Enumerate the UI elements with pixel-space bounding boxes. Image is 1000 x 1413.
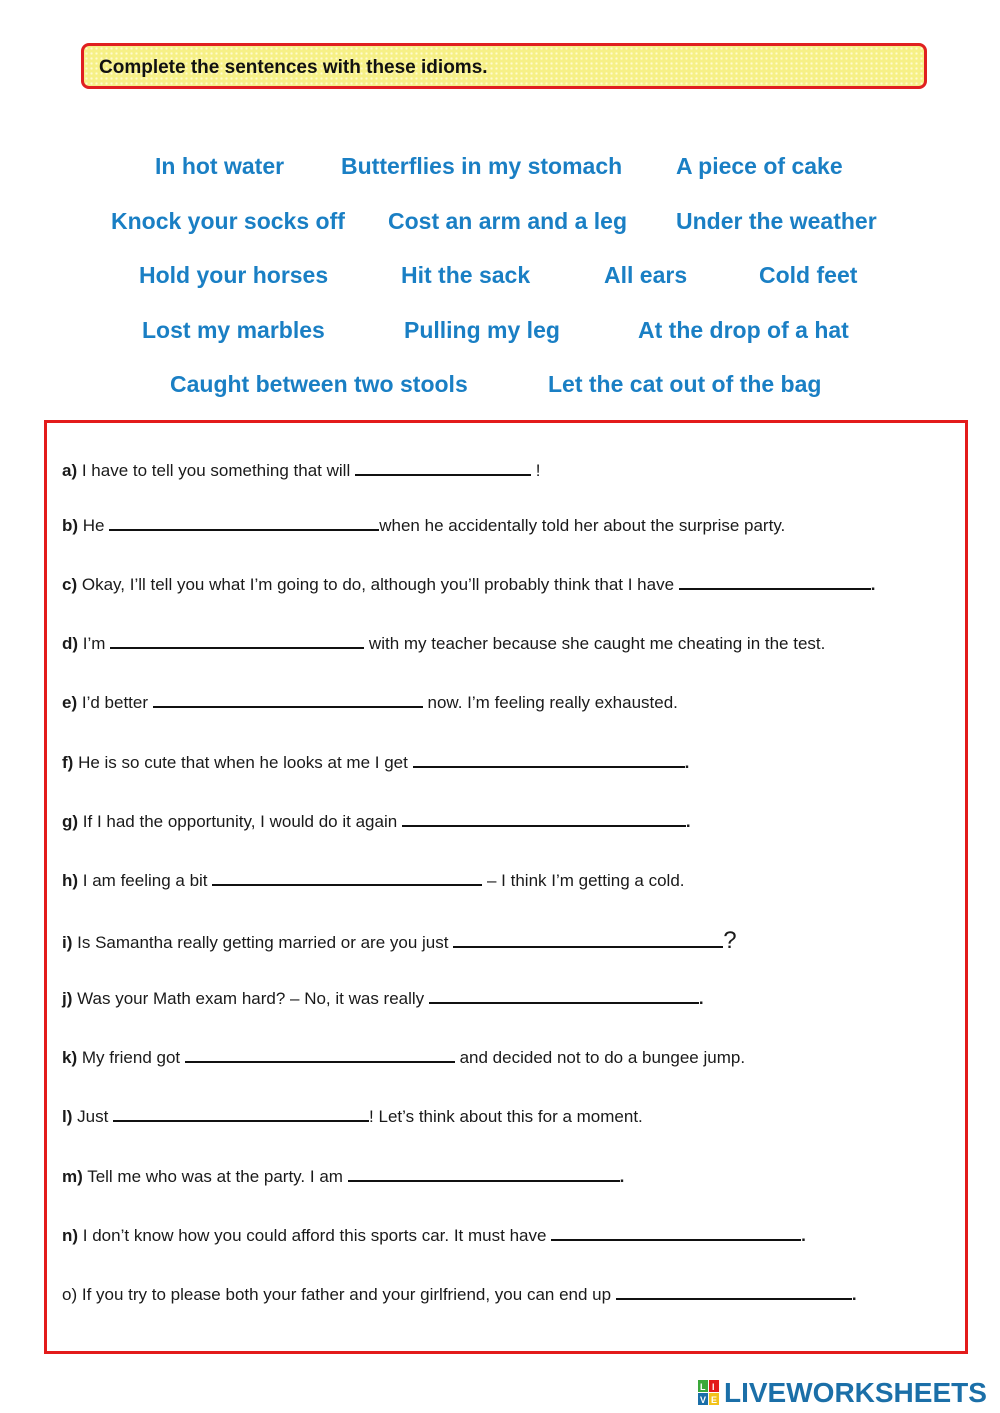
sentence-j — [62, 988, 704, 1009]
answer-blank[interactable] — [153, 692, 423, 708]
sentence-letter: e) — [62, 693, 78, 712]
sentence-i — [62, 927, 737, 955]
sentence-n — [62, 1225, 806, 1246]
idiom-item[interactable]: Let the cat out of the bag — [548, 371, 822, 397]
sentence-letter: o) — [62, 1285, 78, 1304]
sentence-end-mark: . — [801, 1226, 806, 1245]
answer-blank[interactable] — [185, 1047, 455, 1063]
idiom-item[interactable]: In hot water — [155, 153, 285, 179]
sentence-m — [62, 1166, 624, 1187]
exercise-box — [44, 420, 968, 1354]
liveworksheets-logo-icon — [698, 1380, 720, 1406]
sentence-text-after: ! Let’s think about this for a moment. — [369, 1107, 643, 1126]
sentence-end-mark: . — [684, 753, 690, 772]
sentence-letter: b) — [62, 516, 79, 535]
sentence-text-before: Is Samantha really getting married or are you just — [77, 933, 449, 952]
instruction-text: Complete the sentences with these idioms. — [99, 57, 488, 78]
idiom-item[interactable]: Caught between two stools — [170, 371, 468, 397]
sentence-text-after: now. I’m feeling really exhausted. — [427, 693, 678, 712]
idiom-item[interactable]: At the drop of a hat — [638, 317, 849, 343]
sentence-text-before: He is so cute that when he looks at me I get — [78, 753, 408, 772]
answer-blank[interactable] — [616, 1284, 852, 1300]
sentence-text-before: Was your Math exam hard? – No, it was really — [77, 989, 425, 1008]
idiom-item[interactable]: Knock your socks off — [111, 208, 345, 234]
sentence-c — [62, 574, 876, 595]
sentence-letter: d) — [62, 634, 79, 653]
sentence-letter: l) — [62, 1107, 73, 1126]
sentence-letter: f) — [62, 753, 74, 772]
sentence-text-before: If you try to please both your father and your girlfriend, you can end up — [81, 1285, 612, 1304]
sentence-text-before: Tell me who was at the party. I am — [87, 1167, 343, 1186]
sentence-text-after: and decided not to do a bungee jump. — [459, 1048, 746, 1067]
sentence-o — [62, 1284, 857, 1305]
sentence-letter: j) — [62, 989, 73, 1008]
sentence-text-before: My friend got — [81, 1048, 181, 1067]
answer-blank[interactable] — [551, 1225, 801, 1241]
answer-blank[interactable] — [109, 515, 379, 531]
idiom-item[interactable]: Cost an arm and a leg — [388, 208, 628, 234]
sentence-f — [62, 752, 689, 773]
answer-blank[interactable] — [402, 811, 686, 827]
answer-blank[interactable] — [429, 988, 699, 1004]
idiom-bank — [0, 0, 1000, 410]
sentence-end-mark: . — [851, 1285, 857, 1304]
sentence-h — [62, 870, 685, 891]
idiom-item[interactable]: A piece of cake — [676, 153, 843, 179]
sentence-text-before: I’d better — [81, 693, 149, 712]
sentence-e — [62, 692, 678, 713]
sentence-g — [62, 811, 691, 832]
sentence-l — [62, 1106, 643, 1127]
sentence-letter: g) — [62, 812, 79, 831]
idiom-item[interactable]: Hold your horses — [139, 262, 329, 288]
sentence-end-mark: . — [685, 812, 691, 831]
answer-blank[interactable] — [110, 633, 364, 649]
sentence-text-after: with my teacher because she caught me cheating in the test. — [368, 634, 826, 653]
sentence-end-mark: . — [619, 1167, 625, 1186]
sentence-k — [62, 1047, 745, 1068]
sentence-a — [62, 460, 540, 481]
idiom-item[interactable]: All ears — [604, 262, 688, 288]
sentence-text-before: I have to tell you something that will — [81, 461, 351, 480]
brand-name: LIVEWORKSHEETS — [724, 1377, 987, 1408]
answer-blank[interactable] — [348, 1166, 620, 1182]
answer-blank[interactable] — [413, 752, 685, 768]
sentence-text-before: I’m — [82, 634, 106, 653]
idiom-item[interactable]: Under the weather — [676, 208, 877, 234]
sentence-end-mark: ? — [723, 927, 737, 954]
sentence-letter: a) — [62, 461, 78, 480]
sentence-b — [62, 515, 785, 536]
logo-letter: V — [700, 1395, 707, 1405]
sentence-text-after: ! — [535, 461, 541, 480]
answer-blank[interactable] — [453, 932, 723, 948]
answer-blank[interactable] — [355, 460, 531, 476]
sentence-letter: m) — [62, 1167, 83, 1186]
idiom-item[interactable]: Cold feet — [759, 262, 858, 288]
sentence-letter: i) — [62, 933, 73, 952]
sentence-text-before: He — [82, 516, 105, 535]
sentence-text-before: I am feeling a bit — [82, 871, 208, 890]
answer-blank[interactable] — [212, 870, 482, 886]
sentence-text-before: I don’t know how you could afford this sports car. It must have — [82, 1226, 547, 1245]
sentence-d — [62, 633, 825, 654]
sentence-text-before: Just — [77, 1107, 109, 1126]
sentence-letter: h) — [62, 871, 79, 890]
sentence-letter: c) — [62, 575, 78, 594]
sentence-text-before: If I had the opportunity, I would do it again — [82, 812, 398, 831]
sentence-letter: n) — [62, 1226, 79, 1245]
answer-blank[interactable] — [113, 1106, 369, 1122]
idiom-item[interactable]: Lost my marbles — [142, 317, 325, 343]
answer-blank[interactable] — [679, 574, 871, 590]
sentence-end-mark: . — [698, 989, 704, 1008]
sentence-end-mark: . — [870, 575, 876, 594]
sentence-text-before: Okay, I’ll tell you what I’m going to do, although you’ll probably think that I have — [81, 575, 675, 594]
sentence-text-after: – I think I’m getting a cold. — [487, 871, 685, 890]
idiom-item[interactable]: Butterflies in my stomach — [341, 153, 623, 179]
idiom-item[interactable]: Hit the sack — [401, 262, 531, 288]
liveworksheets-brand[interactable] — [698, 1376, 987, 1410]
sentence-letter: k) — [62, 1048, 78, 1067]
logo-letter: E — [711, 1395, 718, 1405]
idiom-item[interactable]: Pulling my leg — [404, 317, 560, 343]
sentence-text-after: when he accidentally told her about the surprise party. — [379, 516, 786, 535]
logo-letter: L — [700, 1382, 706, 1392]
logo-letter: I — [712, 1382, 715, 1392]
